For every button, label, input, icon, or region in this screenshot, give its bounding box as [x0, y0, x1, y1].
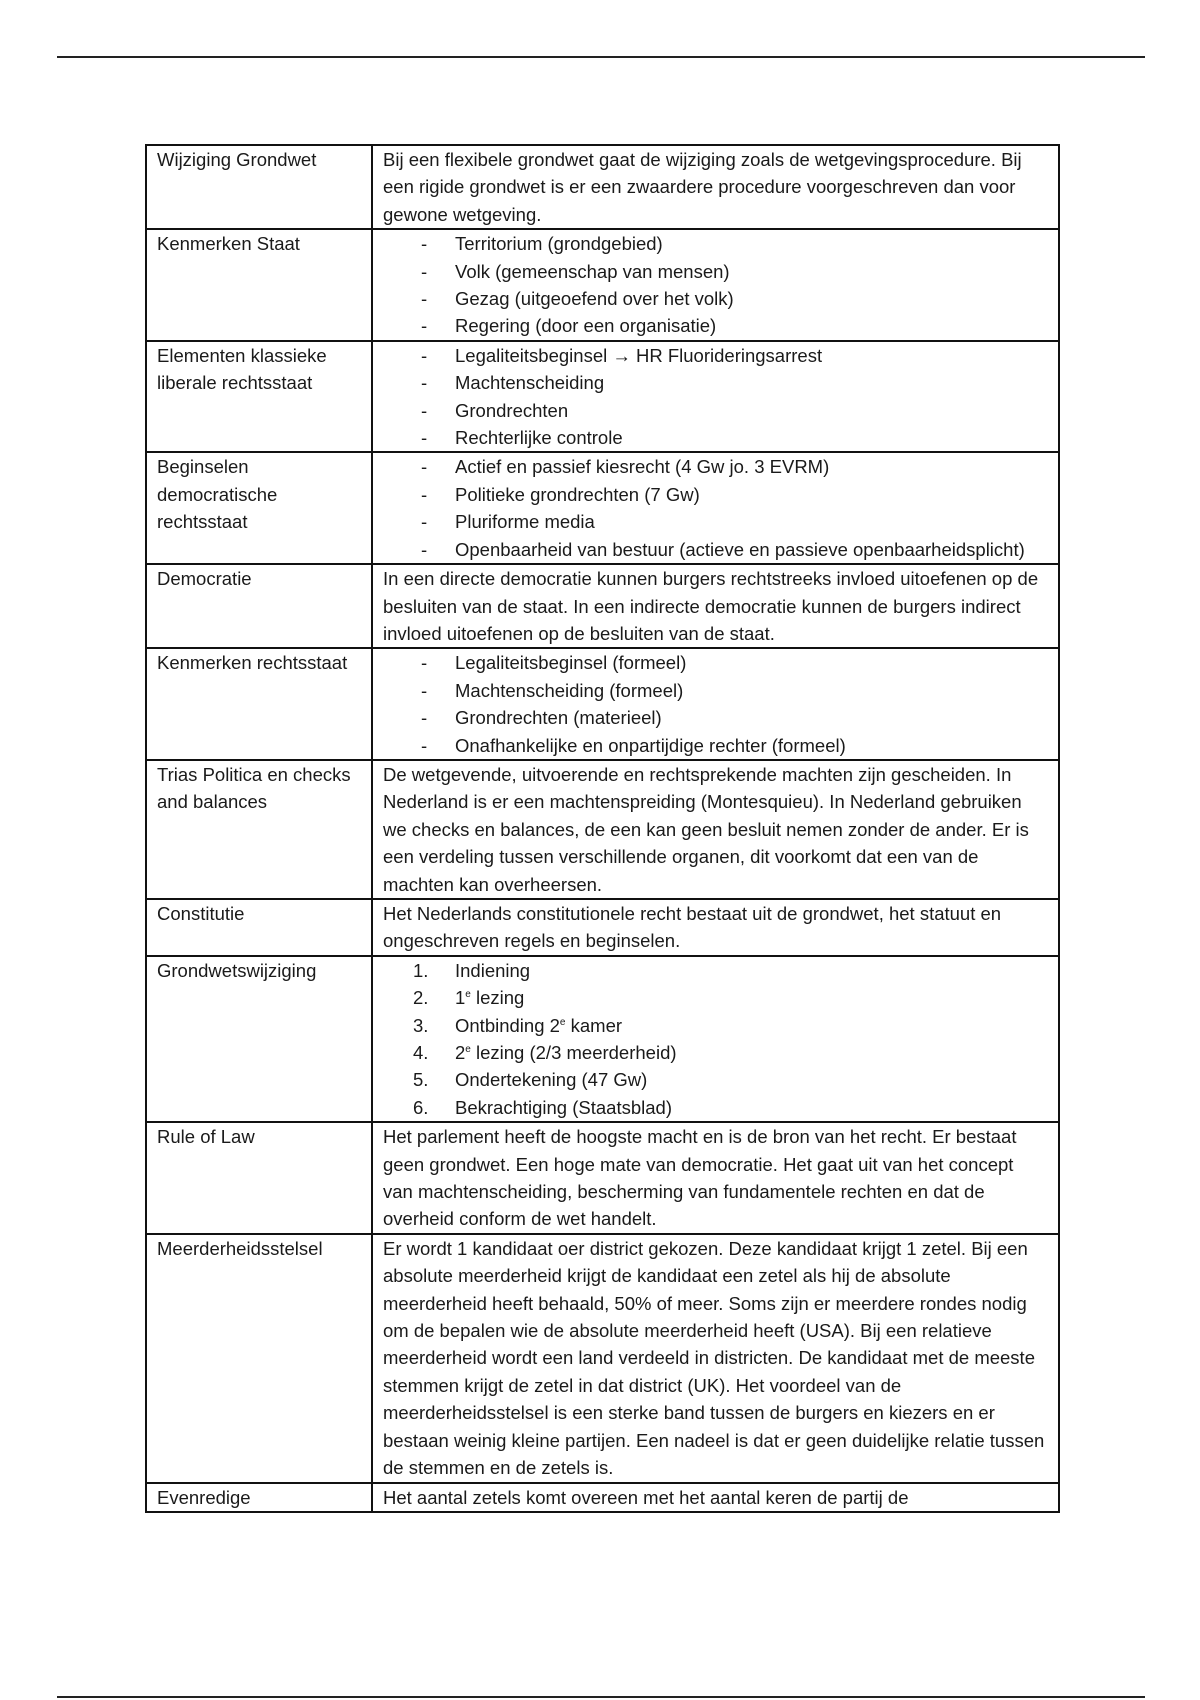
- step-text: 1: [455, 987, 466, 1009]
- step-number: 1.: [413, 959, 429, 981]
- step-text: lezing: [470, 987, 525, 1009]
- definition-cell: Er wordt 1 kandidaat oer district gekozen. Deze kandidaat krijgt 1 zetel. Bij een absolute meerderheid krijgt de kandidaat een zetel als hij de absolute meerderheid heeft behaald, 50% of meer. Soms zijn er meerdere rondes nodig om de bepalen wie de absolute meerderheid heeft (USA). Bij een relatieve meerderheid wordt een land verdeeld in districten. De kandidaat met de meeste stemmen krijgt de zetel in dat district (UK). Het voordeel van de meerderheidsstelsel is een sterke band tussen de burgers en kiezers en er bestaan weinig kleine partijen. Een nadeel is dat er geen duidelijke relatie tussen de stemmen en de zetels is.: [372, 1234, 1059, 1483]
- list-item: - Rechterlijke controle: [383, 424, 1048, 451]
- table-row: [146, 1122, 1059, 1234]
- header-rule: [57, 56, 1145, 58]
- list-item: - Politieke grondrechten (7 Gw): [383, 481, 1048, 508]
- term-cell: Trias Politica en checks and balances: [146, 760, 372, 899]
- step-number: 5.: [413, 1069, 429, 1091]
- list-item: [383, 1066, 1048, 1093]
- definition-cell: [372, 341, 1059, 453]
- term-cell: Kenmerken rechtsstaat: [146, 648, 372, 760]
- table-row: [146, 648, 1059, 760]
- step-superscript: e: [465, 1043, 471, 1055]
- step-number: 2.: [413, 987, 429, 1009]
- list-item: - Machtenscheiding (formeel): [383, 677, 1048, 704]
- step-text: 2: [455, 1042, 466, 1063]
- term-cell: Kenmerken Staat: [146, 229, 372, 341]
- list-item: [383, 957, 1048, 984]
- list-item: - Legaliteitsbeginsel (formeel): [383, 649, 1048, 676]
- term-cell: Evenredige: [146, 1483, 372, 1512]
- list-item: - Territorium (grondgebied): [383, 230, 1048, 257]
- list-item: - Onafhankelijke en onpartijdige rechter (formeel): [383, 732, 1048, 759]
- term-cell: Meerderheidsstelsel: [146, 1234, 372, 1483]
- term-cell: Beginselen democratische rechtsstaat: [146, 452, 372, 564]
- definition-cell: [372, 452, 1059, 564]
- definition-cell: Het Nederlands constitutionele recht bestaat uit de grondwet, het statuut en ongeschreven regels en beginselen.: [372, 899, 1059, 956]
- term-cell: Wijziging Grondwet: [146, 145, 372, 229]
- table-row: [146, 341, 1059, 453]
- list-item: [383, 1094, 1048, 1121]
- list-item: - Regering (door een organisatie): [383, 312, 1048, 339]
- definition-cell: Bij een flexibele grondwet gaat de wijziging zoals de wetgevingsprocedure. Bij een rigide grondwet is er een zwaardere procedure voorgeschreven dan voor gewone wetgeving.: [372, 145, 1059, 229]
- dash-list: [383, 342, 1048, 452]
- definition-cell: Het parlement heeft de hoogste macht en is de bron van het recht. Er bestaat geen grondwet. Een hoge mate van democratie. Het gaat uit van het concept van machtenscheiding, bescherming van fundamentele rechten en dat de overheid conform de wet handelt.: [372, 1122, 1059, 1234]
- dash-list: [383, 230, 1048, 340]
- definitions-table: [145, 144, 1060, 1513]
- step-text: lezing (2/3 meerderheid): [470, 1042, 677, 1063]
- footer-rule: [57, 1696, 1145, 1698]
- term-cell: Grondwetswijziging: [146, 956, 372, 1122]
- list-item: [383, 984, 1048, 1011]
- definition-cell: In een directe democratie kunnen burgers rechtstreeks invloed uitoefenen op de besluiten van de staat. In een indirecte democratie kunnen de burgers indirect invloed uitoefenen op de besluiten van de staat.: [372, 564, 1059, 648]
- list-item: - Legaliteitsbeginsel → HR Fluorideringsarrest: [383, 342, 1048, 369]
- definition-cell: [372, 648, 1059, 760]
- table-row: [146, 564, 1059, 648]
- table-row: [146, 956, 1059, 1122]
- list-item: [383, 1039, 1048, 1066]
- table-row: [146, 229, 1059, 341]
- table-row: [146, 1483, 1059, 1512]
- step-text: Ondertekening (47 Gw): [455, 1069, 648, 1091]
- list-item: - Actief en passief kiesrecht (4 Gw jo. 3 EVRM): [383, 453, 1048, 480]
- table-row: [146, 1234, 1059, 1483]
- list-item: - Machtenscheiding: [383, 369, 1048, 396]
- term-cell: Elementen klassieke liberale rechtsstaat: [146, 341, 372, 453]
- step-text: Bekrachtiging (Staatsblad): [455, 1096, 672, 1118]
- list-item: - Grondrechten (materieel): [383, 704, 1048, 731]
- table-row: [146, 452, 1059, 564]
- definition-cell: Het aantal zetels komt overeen met het aantal keren de partij de: [372, 1483, 1059, 1512]
- step-text: Indiening: [455, 959, 531, 981]
- dash-list: [383, 649, 1048, 759]
- table-row: [146, 899, 1059, 956]
- list-item: - Grondrechten: [383, 397, 1048, 424]
- numbered-list: [383, 957, 1048, 1121]
- step-number: 3.: [413, 1014, 429, 1036]
- step-text: kamer: [565, 1014, 623, 1036]
- list-item: - Volk (gemeenschap van mensen): [383, 258, 1048, 285]
- list-item: - Pluriforme media: [383, 508, 1048, 535]
- step-text: Ontbinding 2: [455, 1014, 560, 1036]
- term-cell: Rule of Law: [146, 1122, 372, 1234]
- table-row: [146, 145, 1059, 229]
- table-row: [146, 760, 1059, 899]
- term-cell: Democratie: [146, 564, 372, 648]
- step-number: 4.: [413, 1042, 429, 1063]
- term-cell: Constitutie: [146, 899, 372, 956]
- list-item: [383, 1012, 1048, 1039]
- list-item: - Gezag (uitgeoefend over het volk): [383, 285, 1048, 312]
- dash-list: [383, 453, 1048, 563]
- list-item: - Openbaarheid van bestuur (actieve en passieve openbaarheidsplicht): [383, 536, 1048, 563]
- definition-cell: [372, 956, 1059, 1122]
- definition-cell: [372, 229, 1059, 341]
- definition-cell: De wetgevende, uitvoerende en rechtsprekende machten zijn gescheiden. In Nederland is er een machtenspreiding (Montesquieu). In Nederland gebruiken we checks en balances, de een kan geen besluit nemen zonder de ander. Er is een verdeling tussen verschillende organen, dit voorkomt dat een van de machten kan overheersen.: [372, 760, 1059, 899]
- step-superscript: e: [465, 989, 471, 1001]
- step-number: 6.: [413, 1096, 429, 1118]
- step-superscript: e: [559, 1016, 566, 1028]
